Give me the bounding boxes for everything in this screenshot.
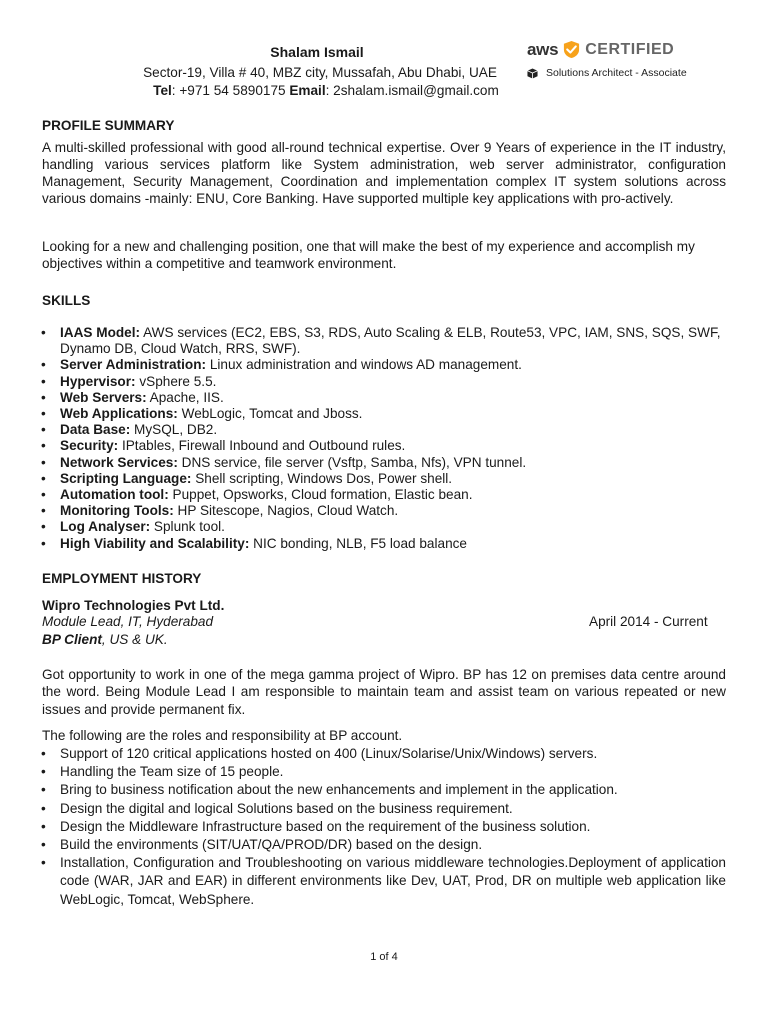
responsibility-item [41,854,726,909]
profile-summary-paragraph: A multi-skilled professional with good all-round technical expertise. Over 9 Years of experience in the IT industry, handling various services platform like System administration, web server administrator, configuration Management, Security Management, Coordination and implementation complex IT system solutions across various domains -mainly: ENU, Core Banking. Have supported multiple key applications with pro-actively. [42,140,726,206]
objective-paragraph: Looking for a new and challenging position, one that will make the best of my experience and accomplish my objectives within a competitive and teamwork environment. [42,239,695,271]
bullet-icon: • [41,422,46,438]
skill-label: IAAS Model: [60,325,141,340]
bullet-icon: • [41,855,46,871]
skill-label: High Viability and Scalability: [60,535,250,551]
employment-history-heading: EMPLOYMENT HISTORY [42,571,202,586]
address: Sector-19, Villa # 40, MBZ city, Mussafah, Abu Dhabi, UAE [143,65,497,80]
skill-item [41,438,725,454]
bullet-icon: • [41,782,46,798]
responsibility-item [41,763,726,781]
bullet-icon: • [41,535,46,551]
skill-label: Log Analyser: [60,519,151,535]
skill-item [41,357,725,373]
skill-item [41,471,725,487]
bullet-icon: • [41,389,46,405]
skill-item [41,406,725,422]
skill-text: IPtables, Firewall Inbound and Outbound rules. [118,438,406,454]
skill-text: Apache, IIS. [146,389,224,405]
email-value[interactable]: : 2shalam.ismail@gmail.com [325,83,499,98]
skill-text: Linux administration and windows AD management. [206,357,522,373]
company-name: Wipro Technologies Pvt Ltd. [42,598,225,613]
responsibility-text: Design the Middleware Infrastructure based on the requirement of the business solution. [60,818,591,834]
aws-certified-badge [527,38,717,82]
cube-icon [527,68,538,79]
profile-summary-heading: PROFILE SUMMARY [42,118,175,133]
bullet-icon: • [41,837,46,853]
bullet-icon: • [41,357,46,373]
skill-text: vSphere 5.5. [135,373,217,389]
skill-item [41,503,725,519]
tel-label: Tel [153,83,172,98]
skill-label: Automation tool: [60,487,169,503]
skill-text: AWS services (EC2, EBS, S3, RDS, Auto Scaling & ELB, Route53, VPC, IAM, SNS, SQS, SWF, Dynamo DB, Cloud Watch, RRS, SWF). [60,325,721,357]
bullet-icon: • [41,325,46,340]
email-label: Email [289,83,326,98]
responsibility-item [41,745,726,763]
skill-item [41,374,725,390]
bullet-icon: • [41,470,46,486]
responsibility-text: Support of 120 critical applications hosted on 400 (Linux/Solarise/Unix/Windows) servers. [60,746,598,761]
bullet-icon: • [41,519,46,535]
skill-text: WebLogic, Tomcat and Jboss. [177,406,363,422]
job-role: Module Lead, IT, Hyderabad [42,614,214,629]
job-dates: April 2014 - Current [589,614,708,629]
page-number: 1 of 4 [370,951,398,963]
skill-text: Puppet, Opsworks, Cloud formation, Elastic bean. [168,487,473,503]
skill-text: NIC bonding, NLB, F5 load balance [249,535,467,551]
skill-text: Shell scripting, Windows Dos, Power shell. [191,470,453,486]
skill-label: Monitoring Tools: [60,503,174,519]
skill-label: Hypervisor: [60,373,136,389]
client-location: , US & UK. [101,632,168,647]
client-label: BP Client [42,632,102,647]
skill-text: DNS service, file server (Vsftp, Samba, Nfs), VPN tunnel. [177,454,527,470]
skill-label: Security: [60,438,119,454]
responsibility-text: Handling the Team size of 15 people. [60,764,284,780]
employment-paragraph: Got opportunity to work in one of the mega gamma project of Wipro. BP has 12 on premises data centre around the word. Being Module Lead I am responsible to maintain team and assist team on various repeated or new issues and provide permanent fix. [42,667,726,717]
candidate-name: Shalam Ismail [270,44,364,60]
skill-item [41,487,725,503]
skill-label: Web Applications: [60,406,178,422]
bullet-icon: • [41,454,46,470]
aws-logo-text: aws [527,39,559,59]
bullet-icon: • [41,764,46,780]
skill-text: HP Sitescope, Nagios, Cloud Watch. [173,503,399,519]
responsibility-text: Design the digital and logical Solutions based on the business requirement. [60,800,513,816]
responsibility-text: Bring to business notification about the new enhancements and implement in the application. [60,782,618,798]
checkmark-shield-icon [562,40,581,59]
skill-label: Web Servers: [60,389,147,405]
skills-heading: SKILLS [42,293,91,308]
skill-item [41,390,725,406]
skill-text: MySQL, DB2. [130,422,218,438]
responsibilities-list [41,745,726,909]
bullet-icon: • [41,746,46,761]
responsibility-item [41,836,726,854]
skill-label: Data Base: [60,422,131,438]
skill-text: Splunk tool. [150,519,225,535]
bullet-icon: • [41,818,46,834]
skills-list [41,325,725,552]
client-line [42,631,168,648]
bullet-icon: • [41,503,46,519]
responsibility-item [41,800,726,818]
contact-line [0,82,652,99]
certification-role: Solutions Architect - Associate [546,67,687,79]
skill-item [41,455,725,471]
bullet-icon: • [41,487,46,503]
responsibility-text: Installation, Configuration and Troubleshooting on various middleware technologies.Deployment of application code (WAR, JAR and EAR) in different environments like Dev, UAT, Prod, DR on multiple web application like WebLogic, Tomcat, WebSphere. [60,855,726,907]
skill-item [41,536,725,552]
certified-text: CERTIFIED [585,40,675,58]
responsibility-item [41,781,726,799]
skill-item [41,325,725,357]
responsibility-item [41,818,726,836]
skill-item [41,519,725,535]
responsibility-text: Build the environments (SIT/UAT/QA/PROD/DR) based on the design. [60,837,483,853]
skill-item [41,422,725,438]
bullet-icon: • [41,406,46,422]
responsibilities-intro: The following are the roles and responsibility at BP account. [42,728,403,743]
bullet-icon: • [41,373,46,389]
bullet-icon: • [41,800,46,816]
tel-value: : +971 54 5890175 [171,83,290,98]
skill-label: Server Administration: [60,357,207,373]
skill-label: Network Services: [60,454,178,470]
bullet-icon: • [41,438,46,454]
skill-label: Scripting Language: [60,470,192,486]
